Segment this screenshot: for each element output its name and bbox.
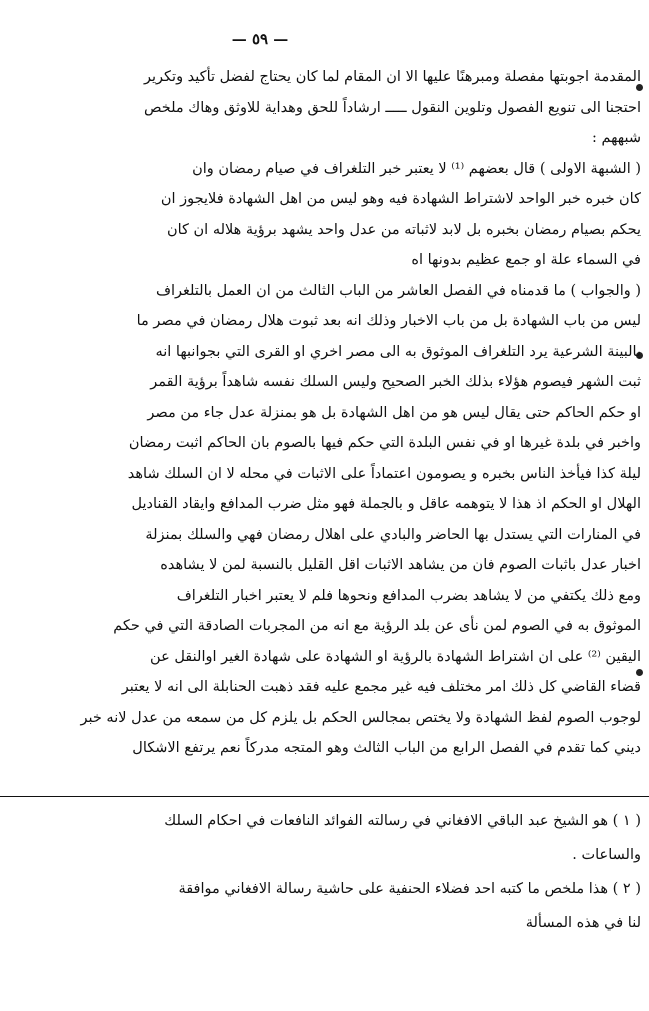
text-line: في السماء علة او جمع عظيم بدونها اه (411, 252, 641, 268)
footnote-line: والساعات . (572, 847, 641, 863)
text-line: ومع ذلك يكتفي من لا يشاهد بضرب المدافع ونحوها فلم لا يعتبر اخبار التلغراف (176, 587, 641, 604)
text-line: ( والجواب ) ما قدمناه في الفصل العاشر من الباب الثالث من ان العمل بالتلغراف (155, 282, 641, 299)
text-line: احتجنا الى تنويع الفصول وتلوين النقول ـــــ ارشاداً للحق وهداية للاوثق وهاك ملخص (144, 99, 641, 116)
text-line: او حكم الحاكم حتى يقال ليس هو من اهل الشهادة بل هو بمنزلة عدل جاء من مصر (147, 404, 641, 421)
text-line: يحكم بصيام رمضان بخبره بل لابد لاثباته من عدل واحد يشهد برؤية هلاله ان كان (166, 221, 641, 238)
text-line: الموثوق به في الصوم لمن نأى عن بلد الرؤية مع انه من المجربات الصادقة التي في حكم (113, 618, 641, 634)
text-line: ثبت الشهر فيصوم هؤلاء بذلك الخبر الصحيح وليس السلك نفسه شاهداً برؤية القمر (150, 374, 641, 390)
text-line: قضاء القاضي كل ذلك امر مختلف فيه غير مجمع عليه فقد ذهبت الحنابلة الى انه لا يعتبر (121, 679, 641, 695)
text-line: اليقين ⁽²⁾ على ان اشتراط الشهادة بالرؤية او الشهادة على شهادة الغير اوالنقل عن (150, 648, 641, 665)
text-line: المقدمة اجوبتها مفصلة ومبرهنًا عليها الا ان المقام لما كان يحتاج لفضل تأكيد وتكرير (143, 69, 641, 85)
footnotes (1, 804, 641, 940)
footnote-line: ( ٢ ) هذا ملخص ما كتبه احد فضلاء الحنفية على حاشية رسالة الافغاني موافقة (178, 881, 641, 897)
text-line: لوجوب الصوم لفظ الشهادة ولا يختص بمجالس الحكم بل يلزم كل من سمعه من عدل لانه خبر (80, 709, 641, 726)
text-line: ليس من باب الشهادة بل من باب الاخبار وذلك انه بعد ثبوت هلال رمضان في مصر ما (136, 313, 641, 329)
text-line: ( الشبهة الاولى ) قال بعضهم ⁽¹⁾ لا يعتبر خبر التلغراف في صيام رمضان وان (192, 160, 641, 177)
text-line: كان خبره خبر الواحد لاشتراط الشهادة فيه وهو ليس من اهل الشهادة فلايجوز ان (160, 191, 641, 207)
text-line: ديني كما تقدم في الفصل الرابع من الباب الثالث وهو المتجه مدركاً نعم يرتفع الاشكال (132, 740, 641, 756)
main-text (1, 62, 641, 764)
footnote-line: لنا في هذه المسألة (525, 915, 641, 931)
page-number: — ٥٩ — (231, 30, 289, 48)
text-line: اخبار عدل باثبات الصوم فان من يشاهد الاثبات اقل القليل بالنسبة لمن لا يشاهده (160, 557, 641, 573)
text-line: ليلة كذا فيأخذ الناس بخبره و يصومون اعتماداً على الاثبات في محله لا ان السلك شاهد (127, 465, 641, 482)
footnote-line: ( ١ ) هو الشيخ عبد الباقي الافغاني في رسالته الفوائد النافعات في احكام السلك (164, 813, 641, 829)
text-line: الهلال او الحكم اذ هذا لا يتوهمه عاقل و بالجملة فهو مثل ضرب المدافع وايقاد القناديل (131, 496, 641, 512)
text-line: بالبينة الشرعية يرد التلغراف الموثوق به الى مصر اخري او القرى التي بجوانبها انه (155, 343, 641, 360)
text-line: واخبر في بلدة غيرها او في نفس البلدة التي حكم فيها بالصوم بان الحاكم اثبت رمضان (128, 435, 641, 451)
text-line: شبههم : (591, 130, 641, 146)
footnote-divider (0, 796, 649, 797)
text-line: في المنارات التي يستدل بها الحاضر والبادي على اهلال رمضان فهي والسلك بمنزلة (145, 526, 641, 543)
